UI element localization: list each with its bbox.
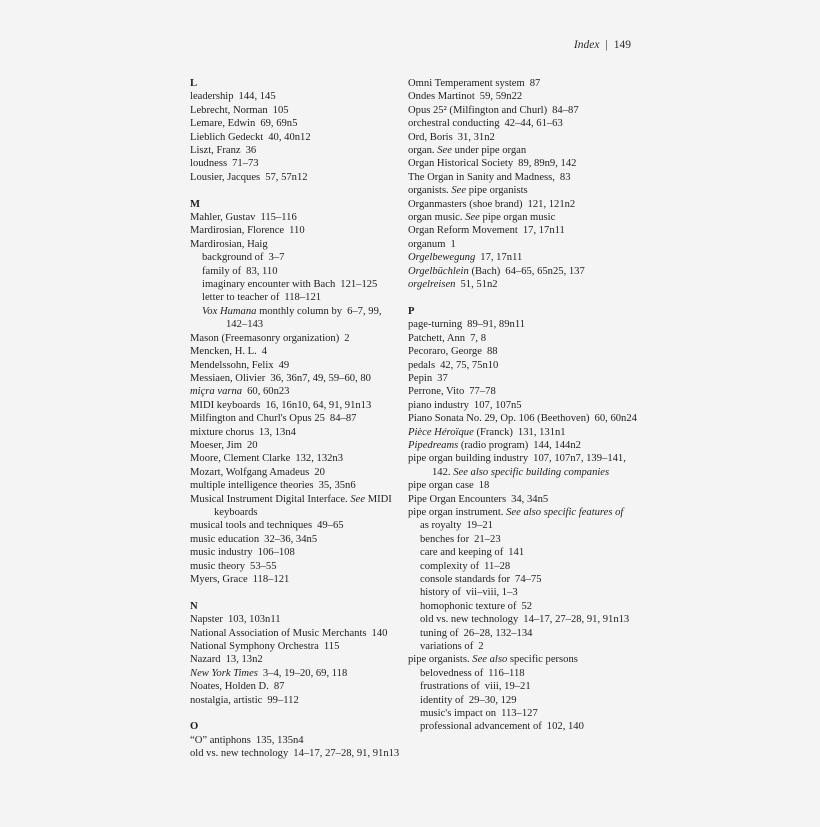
index-subentry	[408, 519, 638, 532]
entry-locators: 89–91, 89n11	[467, 319, 526, 331]
entry-locators: 115–116	[260, 212, 297, 224]
index-entry	[190, 332, 405, 345]
index-entry	[408, 359, 638, 372]
entry-term: Milfington and Churl's Opus 25	[190, 413, 325, 425]
running-head-separator: |	[605, 39, 608, 51]
entry-locators: 110	[289, 225, 305, 237]
entry-locators: 52	[521, 600, 533, 612]
entry-term: pedals	[408, 359, 436, 371]
entry-term: music's impact on	[420, 708, 497, 720]
section-letter: O	[190, 721, 199, 733]
entry-locators: 42, 75, 75n10	[440, 359, 499, 371]
index-entry	[190, 171, 405, 184]
entry-locators: 106–108	[257, 547, 295, 559]
entry-term: Mason (Freemasonry organization)	[190, 332, 340, 344]
entry-term-italic: orgelreisen	[408, 279, 456, 291]
index-entry	[190, 372, 405, 385]
entry-locators: 2	[344, 332, 350, 344]
index-entry	[190, 493, 405, 520]
index-entry	[190, 426, 405, 439]
entry-term-italic: Pièce Héroïque	[408, 426, 474, 438]
entry-locators: 32–36, 34n5	[264, 533, 318, 545]
index-entry	[190, 667, 405, 680]
entry-locators: 88	[486, 346, 498, 358]
entry-term: Noates, Holden D.	[190, 681, 269, 693]
entry-term: Perrone, Vito	[408, 386, 465, 398]
index-subentry	[408, 720, 638, 733]
see-reference-label: See	[451, 185, 467, 197]
entry-locators: 21–23	[474, 533, 501, 545]
index-entry	[408, 318, 638, 331]
entry-locators: 89, 89n9, 142	[518, 158, 577, 170]
see-also-label: See also	[472, 654, 508, 666]
entry-term: family of	[202, 265, 242, 277]
index-letter-group	[408, 305, 638, 734]
entry-locators: 135, 135n4	[255, 734, 304, 746]
entry-locators: 29–30, 129	[468, 694, 517, 706]
see-reference-target: under pipe organ	[454, 145, 527, 157]
entry-locators: 131, 131n1	[517, 426, 566, 438]
index-subentry	[408, 546, 638, 559]
index-entry	[408, 144, 638, 157]
entry-term: music theory	[190, 560, 246, 572]
entry-locators: 83	[559, 171, 571, 183]
entry-term: professional advancement of	[420, 721, 542, 733]
index-entry	[190, 117, 405, 130]
index-entry	[408, 493, 638, 506]
see-reference-label: See	[437, 145, 452, 157]
running-head-title: Index	[573, 39, 600, 51]
index-letter-group	[190, 77, 405, 184]
entry-locators: 36, 36n7, 49, 59–60, 80	[270, 372, 371, 384]
entry-term: nostalgia, artistic	[190, 694, 263, 706]
entry-term: (Franck)	[473, 426, 513, 438]
section-letter: P	[408, 305, 415, 317]
entry-term: Lemare, Edwin	[190, 118, 256, 130]
entry-locators: 105	[272, 104, 289, 116]
index-entry	[408, 412, 638, 425]
entry-term: Opus 25² (Milfington and Churl)	[408, 104, 548, 116]
entry-term: music industry	[190, 547, 253, 559]
entry-term: music education	[190, 533, 260, 545]
entry-term: National Association of Music Merchants	[190, 627, 367, 639]
entry-locators: 83, 110	[246, 265, 278, 277]
index-entry	[190, 613, 405, 626]
entry-term: monthly column by	[256, 305, 343, 317]
index-entry	[408, 332, 638, 345]
index-entry	[190, 573, 405, 586]
index-entry	[408, 399, 638, 412]
index-letter-group	[190, 198, 405, 587]
section-letter: M	[190, 198, 200, 210]
entry-locators: 53–55	[250, 560, 277, 572]
entry-term: Lousier, Jacques	[190, 171, 261, 183]
entry-term: Organ Reform Movement	[408, 225, 518, 237]
entry-locators: 118–121	[284, 292, 322, 304]
entry-locators: 20	[246, 439, 258, 451]
index-column-right	[408, 77, 638, 747]
entry-term: history of	[420, 587, 461, 599]
entry-locators: 60, 60n23	[247, 386, 290, 398]
entry-term: old vs. new technology	[420, 614, 519, 626]
see-reference-target: pipe organ music	[482, 212, 556, 224]
see-reference-label: See	[350, 493, 366, 505]
index-subentry	[190, 265, 405, 278]
entry-locators: 59, 59n22	[479, 91, 523, 103]
entry-locators: 36	[245, 145, 257, 157]
entry-term: Messiaen, Olivier	[190, 372, 266, 384]
index-entry	[190, 653, 405, 666]
index-entry	[190, 560, 405, 573]
index-subentry	[408, 627, 638, 640]
entry-locators: 49–65	[317, 520, 344, 532]
entry-term: Musical Instrument Digital Interface.	[190, 493, 348, 505]
entry-locators: 14–17, 27–28, 91, 91n13	[523, 614, 630, 626]
entry-locators: 84–87	[329, 413, 357, 425]
index-entry	[408, 131, 638, 144]
entry-term: old vs. new technology	[190, 748, 289, 760]
entry-term: loudness	[190, 158, 228, 170]
index-entry	[190, 747, 405, 760]
entry-term: imaginary encounter with Bach	[202, 279, 336, 291]
entry-term: console standards for	[420, 574, 511, 586]
index-entry	[190, 533, 405, 546]
entry-locators: 17, 17n11	[522, 225, 565, 237]
see-reference-label: See	[465, 212, 480, 224]
see-reference-target: pipe organists	[468, 185, 528, 197]
entry-term: organ.	[408, 145, 435, 157]
entry-term: Patchett, Ann	[408, 332, 466, 344]
entry-term: letter to teacher of	[202, 292, 280, 304]
entry-term: The Organ in Sanity and Madness,	[408, 171, 555, 183]
index-entry	[408, 385, 638, 398]
entry-locators: 34, 34n5	[511, 493, 549, 505]
entry-locators: 49	[278, 359, 290, 371]
entry-locators: 84–87	[552, 104, 579, 116]
entry-term-italic: miçra varna	[190, 386, 243, 398]
index-entry	[190, 238, 405, 251]
entry-locators: 99–112	[267, 694, 299, 706]
entry-term: Mahler, Gustav	[190, 212, 256, 224]
entry-term: Pecoraro, George	[408, 346, 482, 358]
entry-term: belovedness of	[420, 667, 484, 679]
entry-term: leadership	[190, 91, 234, 103]
entry-locators: 107, 107n7, 139–141, 142.	[432, 453, 626, 478]
index-subentry	[190, 291, 405, 304]
entry-locators: 42–44, 61–63	[504, 118, 563, 130]
entry-locators: 87	[273, 681, 285, 693]
see-also-target: specific persons	[507, 654, 578, 666]
index-entry	[408, 224, 638, 237]
entry-term: Ord, Boris	[408, 131, 453, 143]
entry-locators: 35, 35n6	[318, 480, 356, 492]
index-entry	[408, 184, 638, 197]
index-entry	[408, 479, 638, 492]
see-reference-target: MIDI keyboards	[214, 493, 392, 518]
entry-locators: 31, 31n2	[457, 131, 495, 143]
index-entry	[408, 345, 638, 358]
index-entry	[190, 640, 405, 653]
entry-locators: 6–7, 99, 142–143	[226, 305, 382, 331]
index-subentry	[408, 667, 638, 680]
entry-term: musical tools and techniques	[190, 520, 313, 532]
entry-term: Mozart, Wolfgang Amadeus	[190, 466, 310, 478]
index-entry	[190, 104, 405, 117]
entry-locators: 13, 13n4	[258, 426, 296, 438]
entry-term: mixture chorus	[190, 426, 254, 438]
index-entry	[408, 439, 638, 452]
index-entry	[190, 144, 405, 157]
index-entry	[190, 479, 405, 492]
entry-locators: 118–121	[252, 574, 290, 586]
entry-locators: 3–7	[268, 252, 285, 264]
entry-locators: 113–127	[501, 708, 538, 720]
entry-locators: 115	[323, 641, 340, 653]
entry-locators: 121–125	[340, 279, 378, 291]
entry-locators: 140	[371, 627, 388, 639]
entry-locators: 16, 16n10, 64, 91, 91n13	[265, 399, 372, 411]
entry-locators: 74–75	[515, 574, 542, 586]
entry-locators: 103, 103n11	[227, 614, 281, 626]
index-entry	[408, 653, 638, 666]
entry-term: MIDI keyboards	[190, 399, 261, 411]
entry-locators: 121, 121n2	[527, 198, 576, 210]
entry-term: organum	[408, 238, 446, 250]
entry-term: variations of	[420, 641, 474, 653]
entry-locators: 64–65, 65n25, 137	[505, 265, 585, 277]
entry-locators: 77–78	[469, 386, 496, 398]
index-letter-group	[190, 720, 405, 760]
index-subentry	[408, 560, 638, 573]
entry-locators: 14–17, 27–28, 91, 91n13	[293, 748, 400, 760]
entry-term: pipe organists.	[408, 654, 470, 666]
entry-term: Pepin	[408, 372, 433, 384]
entry-locators: 1	[450, 238, 456, 250]
index-column-left	[190, 77, 405, 774]
index-entry	[408, 104, 638, 117]
entry-term-italic: Pipedreams	[408, 439, 459, 451]
entry-locators: 51, 51n2	[460, 279, 498, 291]
section-letter: L	[190, 78, 198, 89]
index-entry	[408, 238, 638, 251]
index-entry	[408, 77, 638, 90]
entry-term: Mardirosian, Florence	[190, 225, 285, 237]
index-entry	[190, 131, 405, 144]
index-entry	[408, 198, 638, 211]
entry-term: benches for	[420, 533, 470, 545]
entry-term: (Bach)	[468, 265, 501, 277]
index-subentry	[408, 586, 638, 599]
index-entry	[190, 224, 405, 237]
index-subentry	[190, 305, 405, 332]
entry-locators: vii–viii, 1–3	[465, 587, 518, 599]
index-entry	[190, 211, 405, 224]
entry-locators: 17, 17n11	[480, 252, 523, 264]
entry-locators: 11–28	[484, 560, 511, 572]
entry-term: pipe organ building industry	[408, 453, 529, 465]
entry-term: multiple intelligence theories	[190, 480, 314, 492]
entry-locators: 102, 140	[546, 721, 584, 733]
entry-locators: 57, 57n12	[265, 171, 308, 183]
index-entry	[408, 265, 638, 278]
entry-locators: 69, 69n5	[260, 118, 298, 130]
entry-term-italic: New York Times	[190, 667, 258, 679]
entry-locators: 7, 8	[470, 332, 486, 344]
entry-term: Ondes Martinot	[408, 91, 475, 103]
see-also-reference: See also specific features of	[506, 506, 624, 518]
entry-term: orchestral conducting	[408, 118, 500, 130]
index-entry	[190, 452, 405, 465]
see-also-reference: See also specific building companies	[453, 466, 610, 478]
entry-term-italic: Vox Humana	[202, 305, 257, 317]
index-entry	[190, 694, 405, 707]
page-number: 149	[613, 39, 631, 51]
index-subentry	[408, 600, 638, 613]
index-entry	[190, 734, 405, 747]
entry-term: tuning of	[420, 627, 459, 639]
entry-locators: 87	[529, 78, 541, 89]
index-subentry	[408, 640, 638, 653]
index-subentry	[408, 680, 638, 693]
entry-term: Lieblich Gedeckt	[190, 131, 264, 143]
entry-term: care and keeping of	[420, 547, 504, 559]
entry-term: identity of	[420, 694, 464, 706]
entry-locators: 60, 60n24	[594, 413, 637, 425]
index-entry	[190, 157, 405, 170]
entry-term: (radio program)	[458, 439, 529, 451]
running-head	[574, 39, 631, 51]
index-entry	[408, 251, 638, 264]
entry-locators: 37	[437, 372, 448, 384]
entry-locators: 13, 13n2	[225, 654, 263, 666]
entry-locators: 107, 107n5	[473, 399, 522, 411]
index-entry	[190, 412, 405, 425]
entry-term: as royalty	[420, 520, 462, 532]
index-entry	[408, 372, 638, 385]
index-entry	[408, 506, 638, 519]
entry-term-italic: Orgelbewegung	[408, 252, 476, 264]
index-entry	[408, 426, 638, 439]
entry-locators: 116–118	[488, 667, 525, 679]
index-entry	[190, 90, 405, 103]
index-entry	[408, 117, 638, 130]
entry-term: Lebrecht, Norman	[190, 104, 268, 116]
index-subentry	[190, 278, 405, 291]
entry-locators: 144, 144n2	[533, 439, 581, 451]
entry-term: pipe organ instrument.	[408, 506, 504, 518]
entry-term: complexity of	[420, 560, 480, 572]
entry-term: homophonic texture of	[420, 600, 517, 612]
entry-locators: 144, 145	[238, 91, 276, 103]
index-letter-group	[190, 600, 405, 707]
index-subentry	[190, 251, 405, 264]
entry-locators: 40, 40n12	[268, 131, 311, 143]
entry-term: Organ Historical Society	[408, 158, 514, 170]
entry-term: Organmasters (shoe brand)	[408, 198, 523, 210]
entry-term: Moeser, Jim	[190, 439, 242, 451]
index-entry	[190, 439, 405, 452]
index-entry	[408, 452, 638, 479]
index-entry	[190, 680, 405, 693]
entry-term: Omni Temperament system	[408, 78, 525, 89]
entry-locators: 18	[478, 480, 490, 492]
index-entry	[408, 211, 638, 224]
entry-term: Piano Sonata No. 29, Op. 106 (Beethoven)	[408, 413, 590, 425]
index-entry	[190, 359, 405, 372]
entry-term: Nazard	[190, 654, 221, 666]
entry-locators: 71–73	[232, 158, 259, 170]
entry-term: Myers, Grace	[190, 574, 248, 586]
entry-locators: 3–4, 19–20, 69, 118	[262, 667, 348, 679]
entry-term: organ music.	[408, 212, 463, 224]
section-letter: N	[190, 600, 198, 612]
entry-locators: viii, 19–21	[484, 681, 531, 693]
index-entry	[190, 385, 405, 398]
index-entry	[408, 90, 638, 103]
entry-term: page-turning	[408, 319, 463, 331]
index-subentry	[408, 694, 638, 707]
entry-term: pipe organ case	[408, 480, 474, 492]
entry-term: Napster	[190, 614, 223, 626]
index-entry	[190, 627, 405, 640]
entry-locators: 141	[508, 547, 525, 559]
entry-term: Pipe Organ Encounters	[408, 493, 507, 505]
entry-term: Liszt, Franz	[190, 145, 241, 157]
index-subentry	[408, 533, 638, 546]
index-entry	[408, 278, 638, 291]
index-entry	[190, 466, 405, 479]
entry-term: Mendelssohn, Felix	[190, 359, 274, 371]
index-entry	[190, 399, 405, 412]
index-subentry	[408, 573, 638, 586]
entry-term: background of	[202, 252, 264, 264]
index-letter-group	[408, 77, 638, 292]
entry-term: Mencken, H. L.	[190, 346, 257, 358]
entry-locators: 2	[478, 641, 484, 653]
index-entry	[190, 519, 405, 532]
entry-term: piano industry	[408, 399, 469, 411]
entry-term: “O” antiphons	[190, 734, 251, 746]
entry-locators: 4	[261, 346, 268, 358]
entry-term: Moore, Clement Clarke	[190, 453, 291, 465]
index-entry	[408, 171, 638, 184]
entry-locators: 26–28, 132–134	[463, 627, 533, 639]
entry-term: organists.	[408, 185, 449, 197]
index-subentry	[408, 613, 638, 626]
entry-term: National Symphony Orchestra	[190, 641, 319, 653]
index-subentry	[408, 707, 638, 720]
entry-locators: 19–21	[466, 520, 493, 532]
index-entry	[190, 345, 405, 358]
entry-term: frustrations of	[420, 681, 480, 693]
entry-locators: 20	[314, 466, 325, 478]
index-entry	[190, 546, 405, 559]
entry-locators: 132, 132n3	[295, 453, 343, 465]
entry-term: Mardirosian, Haig	[190, 238, 268, 250]
entry-term-italic: Orgelbüchlein	[408, 265, 469, 277]
index-entry	[408, 157, 638, 170]
